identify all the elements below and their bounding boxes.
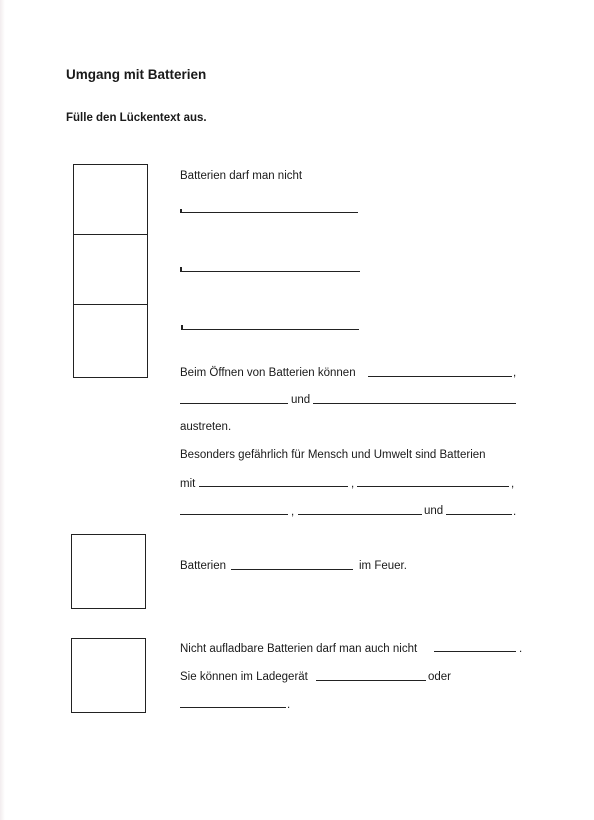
section2-line5-end: ,	[511, 478, 515, 490]
answer-line-3[interactable]	[181, 329, 359, 330]
section4-line1-text: Nicht aufladbare Batterien darf man auch nicht	[180, 643, 418, 655]
section3-text-after: im Feuer.	[359, 560, 407, 572]
section2-line1-comma: ,	[513, 367, 517, 379]
section4-line2-text: Sie können im Ladegerät	[180, 671, 308, 683]
section2-line2-und: und	[291, 394, 311, 406]
section2-line1-text: Beim Öffnen von Batterien können	[180, 367, 356, 379]
answer-line-1[interactable]	[180, 212, 358, 213]
image-box-1	[73, 164, 148, 236]
image-box-5	[71, 638, 146, 713]
line-tick-3	[181, 325, 183, 329]
answer-line-6[interactable]	[313, 403, 516, 404]
section3-text-before: Batterien	[180, 560, 227, 572]
answer-line-14[interactable]	[316, 680, 426, 681]
answer-line-7[interactable]	[199, 486, 348, 487]
section2-line5-mit: mit	[180, 478, 196, 490]
section2-line5-comma: ,	[351, 478, 355, 490]
answer-line-9[interactable]	[180, 514, 288, 515]
answer-line-11[interactable]	[446, 514, 512, 515]
worksheet-title: Umgang mit Batterien	[66, 67, 207, 82]
answer-line-12[interactable]	[231, 569, 353, 570]
answer-line-8[interactable]	[357, 486, 509, 487]
line-tick-1	[180, 209, 182, 213]
image-box-4	[71, 534, 146, 609]
image-box-2	[73, 234, 148, 306]
section2-line4-text: Besonders gefährlich für Mensch und Umwelt sind Batterien	[180, 449, 486, 461]
answer-line-13[interactable]	[434, 651, 516, 652]
line-tick-2	[180, 267, 182, 271]
answer-line-2[interactable]	[180, 271, 360, 272]
scan-edge	[0, 0, 5, 820]
section2-line6-comma: ,	[291, 506, 295, 518]
worksheet-instruction: Fülle den Lückentext aus.	[66, 112, 207, 124]
section2-line3-text: austreten.	[180, 421, 232, 433]
section4-line1-end: .	[519, 643, 523, 655]
section2-line6-und: und	[424, 505, 444, 517]
section1-prompt: Batterien darf man nicht	[180, 170, 303, 182]
section2-line6-end: .	[513, 506, 517, 518]
answer-line-10[interactable]	[298, 514, 422, 515]
answer-line-4[interactable]	[368, 376, 512, 377]
answer-line-5[interactable]	[180, 403, 288, 404]
image-box-3	[73, 304, 148, 378]
answer-line-15[interactable]	[180, 707, 286, 708]
section4-line2-oder: oder	[428, 671, 452, 683]
section4-line3-end: .	[287, 699, 291, 711]
